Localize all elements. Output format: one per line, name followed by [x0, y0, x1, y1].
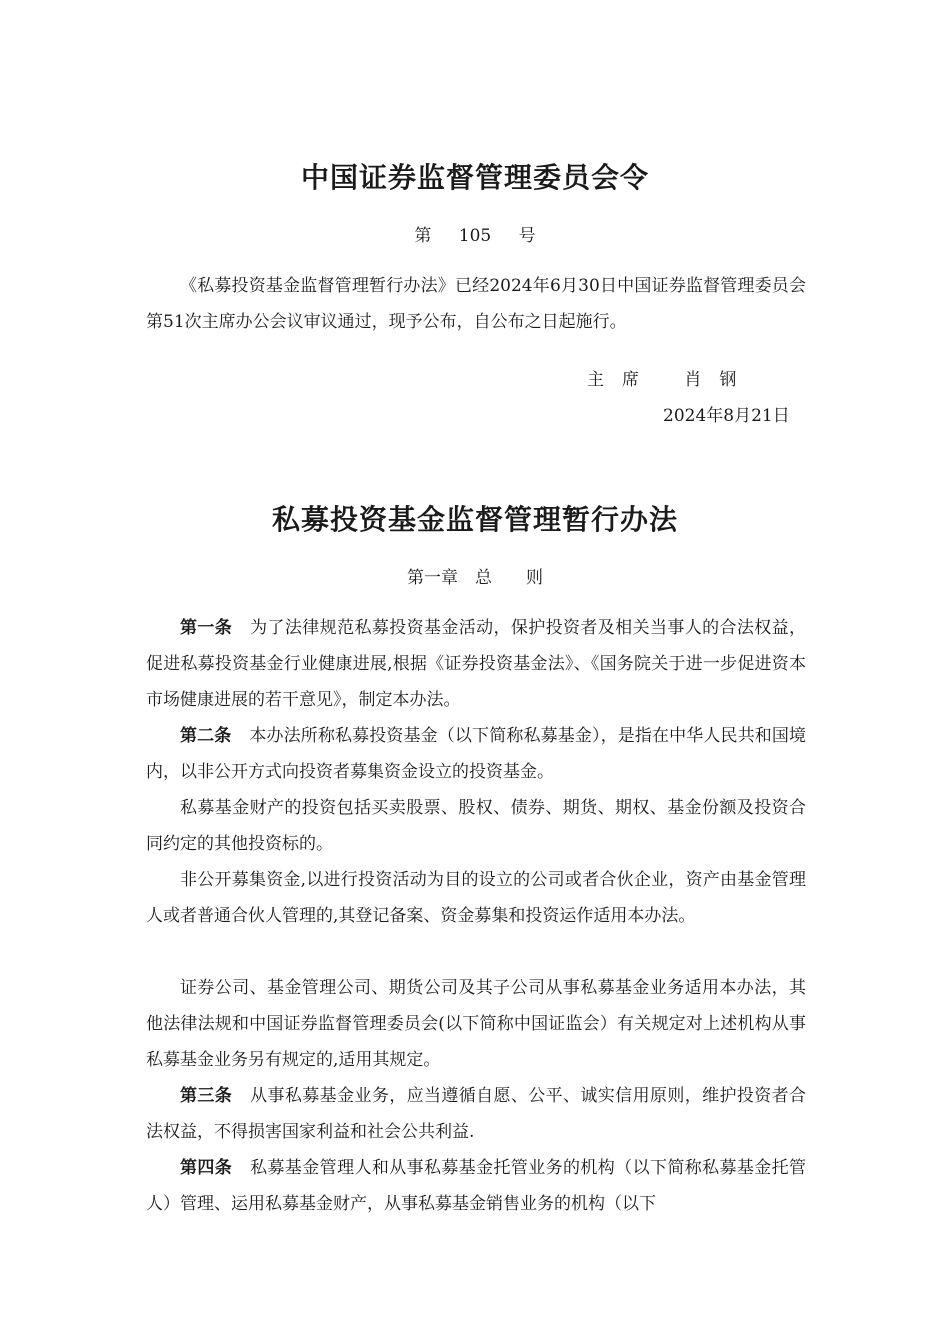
signer-name: 肖钢 — [684, 370, 755, 390]
article-3-text: 从事私募基金业务，应当遵循自愿、公平、诚实信用原则，维护投资者合法权益，不得损害国家利益和社会公共利益. — [146, 1086, 807, 1142]
order-number-line — [0, 221, 950, 246]
chapter-heading: 第一章 总 则 — [407, 568, 543, 588]
order-number-suffix: 号 — [518, 226, 536, 246]
order-number-prefix: 第 — [414, 226, 432, 246]
article-2-label: 第二条 — [180, 726, 232, 746]
order-number: 105 — [458, 226, 492, 246]
rules-title: 私募投资基金监督管理暂行办法 — [271, 503, 678, 536]
article-1-label: 第一条 — [180, 618, 233, 638]
order-title: 中国证券监督管理委员会令 — [300, 161, 649, 194]
order-date: 2024年8月21日 — [663, 406, 790, 426]
signer-role: 主席 — [587, 370, 657, 390]
signer-line — [587, 365, 754, 390]
article-2-paragraph-b: 非公开募集资金,以进行投资活动为目的设立的公司或者合伙企业，资产由基金管理人或者普通合伙人管理的,其登记备案、资金募集和投资运作适用本办法。 — [146, 870, 806, 926]
article-3-label: 第三条 — [180, 1086, 233, 1106]
article-1 — [146, 610, 806, 718]
article-1-text: 为了法律规范私募投资基金活动，保护投资者及相关当事人的合法权益，促进私募投资基金行业健康进展,根据《证券投资基金法》、《国务院关于进一步促进资本市场健康进展的若干意见》，制定本办法。 — [146, 618, 807, 710]
article-4-text: 私募基金管理人和从事私募基金托管业务的机构（以下简称私募基金托管人）管理、运用私募基金财产，从事私募基金销售业务的机构（以下 — [146, 1158, 807, 1214]
article-3 — [146, 1078, 806, 1150]
article-2-paragraph-c: 证券公司、基金管理公司、期货公司及其子公司从事私募基金业务适用本办法，其他法律法规和中国证券监督管理委员会(以下简称中国证监会）有关规定对上述机构从事私募基金业务另有规定的,适用其规定。 — [146, 978, 806, 1070]
article-2-paragraph-a: 私募基金财产的投资包括买卖股票、股权、债券、期货、期权、基金份额及投资合同约定的其他投资标的。 — [146, 798, 806, 854]
article-2 — [146, 718, 806, 790]
article-2-text: 本办法所称私募投资基金（以下简称私募基金），是指在中华人民共和国境内，以非公开方式向投资者募集资金设立的投资基金。 — [146, 726, 807, 782]
order-body: 《私募投资基金监督管理暂行办法》已经2024年6月30日中国证券监督管理委员会第51次主席办公会议审议通过，现予公布，自公布之日起施行。 — [146, 276, 806, 332]
article-4-label: 第四条 — [180, 1158, 233, 1178]
article-4 — [146, 1150, 806, 1222]
